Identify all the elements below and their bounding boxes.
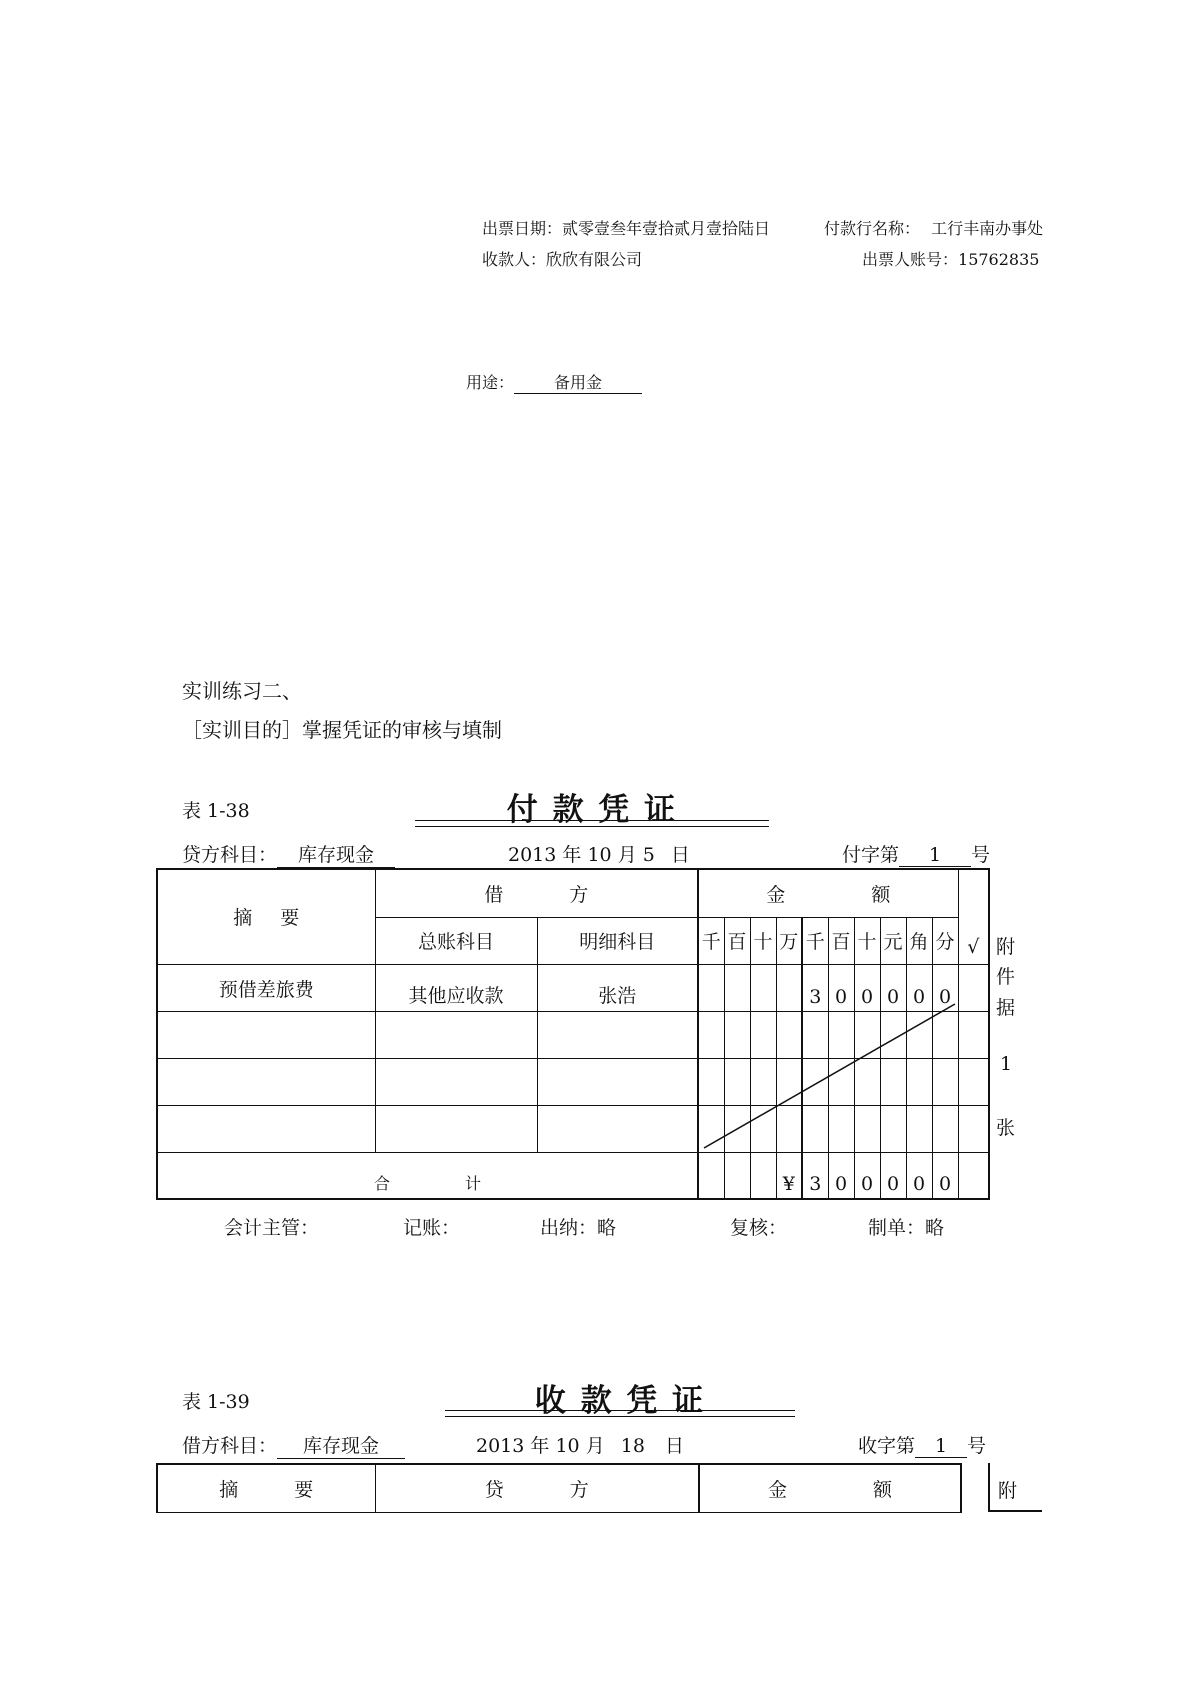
voucher1-sign-preparer: 制单：略 bbox=[868, 1217, 945, 1239]
voucher1-total-digit: 3 bbox=[802, 1152, 828, 1199]
voucher2-table bbox=[156, 1463, 962, 1513]
voucher1-row-digit: 3 bbox=[802, 964, 828, 1011]
voucher1-no-prefix: 付字第 bbox=[842, 844, 900, 866]
voucher1-row-digit: 0 bbox=[932, 964, 958, 1011]
voucher1-digit-header: 千 bbox=[802, 917, 828, 964]
voucher1-table-no: 表 1-38 bbox=[182, 800, 250, 822]
payer-bank-label: 付款行名称： bbox=[824, 219, 921, 238]
exercise-heading: 实训练习二、 bbox=[182, 679, 302, 703]
voucher1-digit-header: 元 bbox=[880, 917, 906, 964]
payer-bank-value: 工行丰南办事处 bbox=[931, 219, 1044, 238]
voucher1-row-digit: 0 bbox=[854, 964, 880, 1011]
voucher2-number bbox=[858, 1431, 986, 1458]
voucher1-title: 付 款 凭 证 bbox=[506, 792, 678, 828]
voucher1-sign-reviewer: 复核： bbox=[730, 1217, 788, 1239]
voucher2-title-underline bbox=[445, 1410, 795, 1417]
voucher1-row-general-account: 其他应收款 bbox=[375, 964, 537, 1011]
voucher1-digit-header: 百 bbox=[724, 917, 750, 964]
voucher1-total-digit: 0 bbox=[906, 1152, 932, 1199]
voucher1-attachment-char: 附 bbox=[996, 936, 1016, 958]
issue-date-value: 贰零壹叁年壹拾贰月壹拾陆日 bbox=[562, 219, 771, 238]
voucher2-side-baseline bbox=[988, 1510, 1042, 1512]
account-value: 15762835 bbox=[958, 250, 1040, 269]
voucher1-year-label: 年 bbox=[562, 844, 582, 866]
voucher1-digit-header: 千 bbox=[698, 917, 724, 964]
voucher2-header-amount: 金 额 bbox=[699, 1464, 961, 1512]
voucher2-table-no: 表 1-39 bbox=[182, 1391, 250, 1413]
voucher1-total-digit: 0 bbox=[932, 1152, 958, 1199]
voucher2-day: 18 bbox=[620, 1435, 645, 1457]
voucher2-day-label: 日 bbox=[665, 1435, 685, 1457]
voucher1-year: 2013 bbox=[508, 844, 557, 866]
voucher2-side-border bbox=[988, 1463, 990, 1511]
voucher2-month: 10 bbox=[555, 1435, 580, 1457]
voucher1-digit-header: 万 bbox=[776, 917, 802, 964]
voucher1-row-digit: 0 bbox=[906, 964, 932, 1011]
voucher2-date bbox=[476, 1431, 684, 1458]
voucher1-attachment-unit: 张 bbox=[996, 1117, 1016, 1139]
voucher2-attachment-char: 附 bbox=[998, 1480, 1018, 1502]
voucher1-header-debit: 借 方 bbox=[375, 869, 698, 917]
voucher2-year: 2013 bbox=[476, 1435, 525, 1457]
voucher1-header-general-account: 总账科目 bbox=[375, 917, 537, 964]
voucher1-no-value: 1 bbox=[899, 844, 971, 867]
voucher1-total-digit: 0 bbox=[828, 1152, 854, 1199]
voucher1-attachment-count: 1 bbox=[1000, 1053, 1013, 1075]
voucher1-total-digit: 0 bbox=[880, 1152, 906, 1199]
voucher1-digit-header: 百 bbox=[828, 917, 854, 964]
voucher1-month: 10 bbox=[587, 844, 612, 866]
voucher1-total-digit: 0 bbox=[854, 1152, 880, 1199]
voucher1-cancel-stroke bbox=[704, 1004, 955, 1148]
voucher1-header-summary: 摘 要 bbox=[157, 869, 375, 964]
voucher1-digit-header: 角 bbox=[906, 917, 932, 964]
voucher2-debit-label: 借方科目： bbox=[182, 1435, 278, 1457]
voucher1-sign-supervisor: 会计主管： bbox=[224, 1217, 320, 1239]
voucher1-attachment-char: 据 bbox=[996, 997, 1016, 1019]
voucher1-credit-label: 贷方科目： bbox=[182, 844, 278, 866]
voucher1-row-digit: 0 bbox=[828, 964, 854, 1011]
voucher1-row-digit: 0 bbox=[880, 964, 906, 1011]
voucher1-header-amount: 金 额 bbox=[698, 869, 958, 917]
voucher1-row-detail-account: 张浩 bbox=[537, 964, 698, 1011]
payee-label: 收款人： bbox=[482, 250, 547, 269]
voucher1-attachment-char: 件 bbox=[996, 966, 1016, 988]
voucher1-digit-header: 十 bbox=[854, 917, 880, 964]
voucher1-sign-bookkeeper: 记账： bbox=[403, 1217, 461, 1239]
voucher1-day-label: 日 bbox=[670, 844, 690, 866]
voucher2-month-label: 月 bbox=[585, 1435, 605, 1457]
voucher1-sign-cashier: 出纳：略 bbox=[540, 1217, 617, 1239]
voucher1-month-label: 月 bbox=[617, 844, 637, 866]
exercise-objective: ［实训目的］掌握凭证的审核与填制 bbox=[182, 718, 502, 742]
voucher1-no-suffix: 号 bbox=[971, 844, 991, 866]
voucher1-credit-account: 库存现金 bbox=[277, 840, 395, 868]
voucher2-no-prefix: 收字第 bbox=[858, 1435, 916, 1457]
voucher1-row-summary: 预借差旅费 bbox=[157, 964, 375, 1011]
voucher1-header-check: √ bbox=[958, 869, 989, 964]
voucher2-header-summary: 摘 要 bbox=[157, 1464, 375, 1512]
voucher1-total-digit: ¥ bbox=[776, 1152, 802, 1199]
voucher1-digit-header: 分 bbox=[932, 917, 958, 964]
voucher2-title: 收 款 凭 证 bbox=[534, 1383, 706, 1419]
payee-value: 欣欣有限公司 bbox=[546, 250, 643, 269]
purpose-value: 备用金 bbox=[514, 370, 642, 394]
voucher1-header-detail-account: 明细科目 bbox=[537, 917, 698, 964]
issue-date-label: 出票日期： bbox=[482, 219, 563, 238]
voucher1-total-label: 合 计 bbox=[157, 1152, 698, 1199]
voucher1-digit-header: 十 bbox=[750, 917, 776, 964]
purpose-label: 用途： bbox=[466, 373, 515, 392]
voucher2-debit-account: 库存现金 bbox=[277, 1431, 405, 1459]
voucher2-debit-line bbox=[182, 1431, 405, 1459]
voucher2-header-credit: 贷 方 bbox=[375, 1464, 699, 1512]
voucher2-no-value: 1 bbox=[915, 1435, 967, 1458]
voucher2-year-label: 年 bbox=[530, 1435, 550, 1457]
voucher2-no-suffix: 号 bbox=[967, 1435, 987, 1457]
voucher1-day: 5 bbox=[642, 844, 655, 866]
account-label: 出票人账号： bbox=[862, 250, 959, 269]
